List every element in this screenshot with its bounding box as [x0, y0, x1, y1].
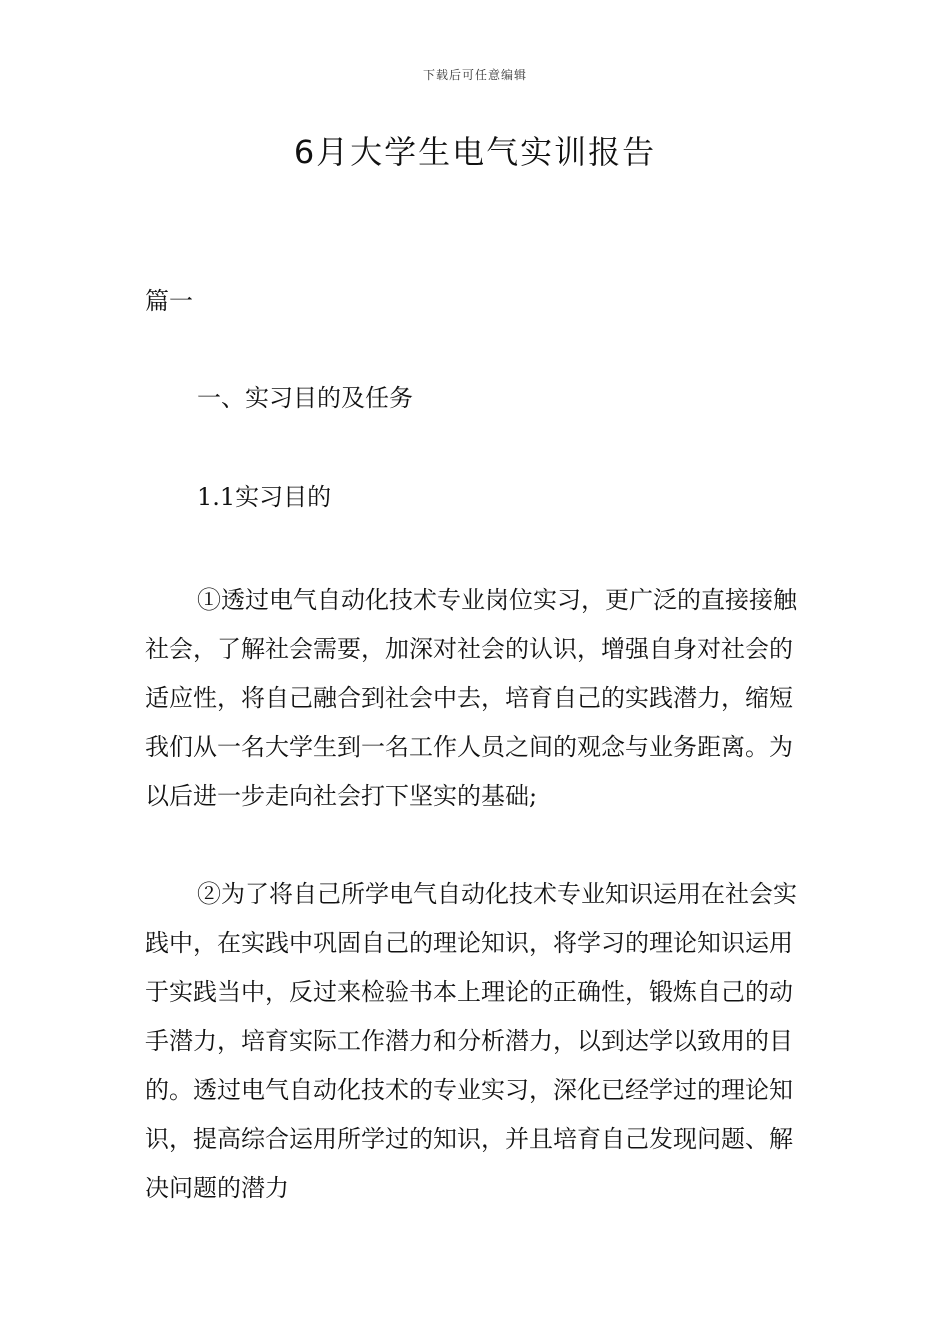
body-paragraph-2: ②为了将自己所学电气自动化技术专业知识运用在社会实践中，在实践中巩固自己的理论知识，将学习的理论知识运用于实践当中，反过来检验书本上理论的正确性，锻炼自己的动手潜力，培育实际工作潜力和分析潜力，以到达学以致用的目的。透过电气自动化技术的专业实习，深化已经学过的理论知识，提高综合运用所学过的知识，并且培育自己发现问题、解决问题的潜力 — [145, 880, 797, 1202]
section-heading: 一、实习目的及任务 — [197, 384, 413, 412]
body-paragraph-1: ①透过电气自动化技术专业岗位实习，更广泛的直接接触社会，了解社会需要，加深对社会的认识，增强自身对社会的适应性，将自己融合到社会中去，培育自己的实践潜力，缩短我们从一名大学生到一名工作人员之间的观念与业务距离。为以后进一步走向社会打下坚实的基础; — [145, 586, 797, 810]
document-title: 6月大学生电气实训报告 — [293, 133, 657, 171]
subsection-heading: 1.1实习目的 — [197, 483, 332, 511]
section-label: 篇一 — [145, 287, 193, 315]
header-note: 下载后可任意编辑 — [422, 68, 527, 82]
